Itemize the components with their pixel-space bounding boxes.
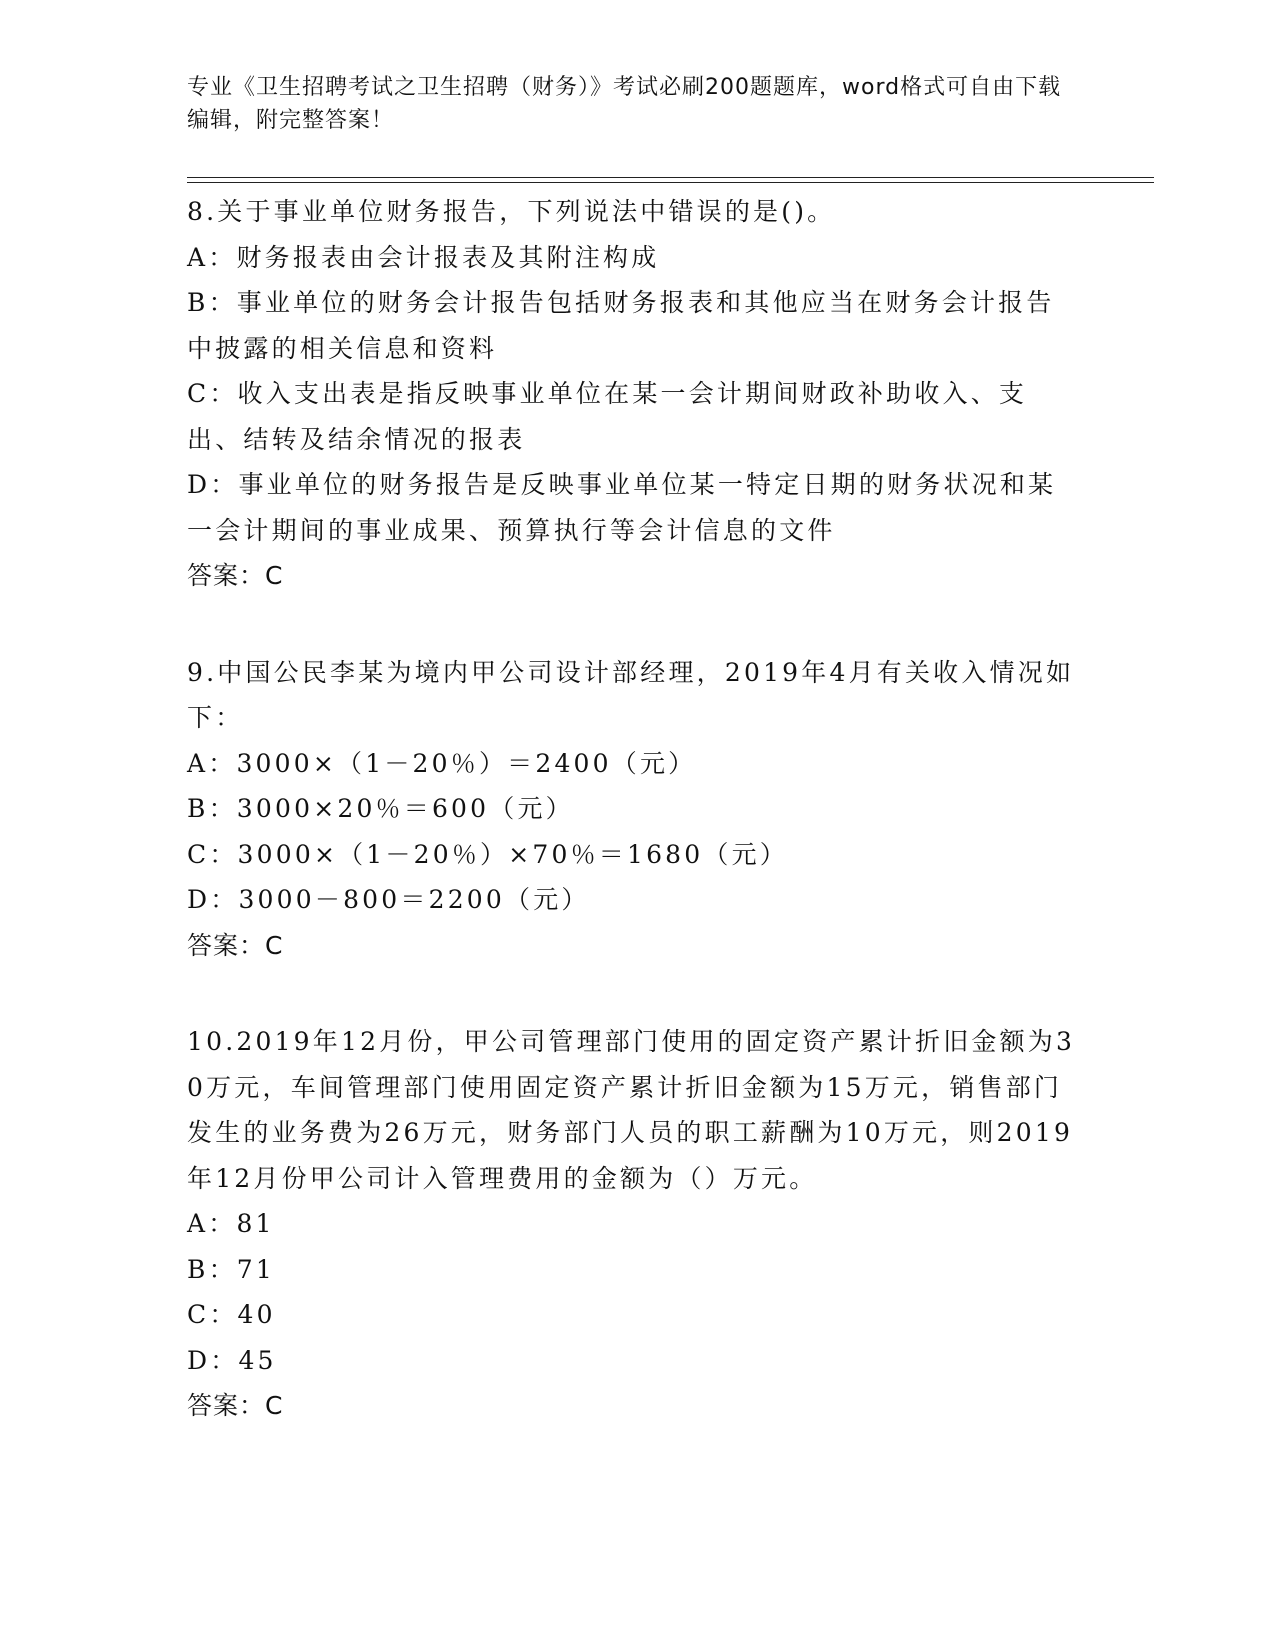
question-9: [187, 650, 1077, 969]
option-a: A：81: [187, 1209, 275, 1238]
option-c: C：收入支出表是指反映事业单位在某一会计期间财政补助收入、支出、结转及结余情况的报表: [187, 379, 1028, 454]
header-divider-bottom: [187, 182, 1154, 183]
question-8: [187, 189, 1077, 599]
answer: 答案：C: [187, 561, 284, 590]
header-divider-top: [187, 177, 1154, 178]
question-list: [187, 189, 1077, 1480]
option-d: D：3000－800＝2200（元）: [187, 885, 590, 914]
option-a: A：3000×（1－20％）＝2400（元）: [187, 748, 697, 778]
answer: 答案：C: [187, 1391, 284, 1420]
option-b: B：事业单位的财务会计报告包括财务报表和其他应当在财务会计报告中披露的相关信息和资料: [187, 288, 1055, 363]
option-b: B：71: [187, 1254, 275, 1284]
option-a: A：财务报表由会计报表及其附注构成: [187, 242, 660, 272]
document-header: 专业《卫生招聘考试之卫生招聘（财务）》考试必刷200题题库，word格式可自由下载编辑，附完整答案！: [187, 75, 1062, 133]
option-d: D：事业单位的财务报告是反映事业单位某一特定日期的财务状况和某一会计期间的事业成果、预算执行等会计信息的文件: [187, 470, 1057, 545]
question-stem: 10.2019年12月份，甲公司管理部门使用的固定资产累计折旧金额为30万元，车间管理部门使用固定资产累计折旧金额为15万元，销售部门发生的业务费为26万元，财务部门人员的职工薪酬为10万元，则2019年12月份甲公司计入管理费用的金额为（）万元。: [187, 1027, 1076, 1193]
option-c: C：3000×（1－20％）×70％＝1680（元）: [187, 839, 788, 869]
question-stem: 8.关于事业单位财务报告，下列说法中错误的是()。: [187, 197, 836, 226]
option-d: D：45: [187, 1345, 277, 1375]
answer: 答案：C: [187, 930, 284, 960]
question-stem: 9.中国公民李某为境内甲公司设计部经理，2019年4月有关收入情况如下：: [187, 657, 1075, 732]
option-c: C：40: [187, 1300, 276, 1329]
question-10: [187, 1019, 1077, 1429]
option-b: B：3000×20％＝600（元）: [187, 794, 574, 823]
